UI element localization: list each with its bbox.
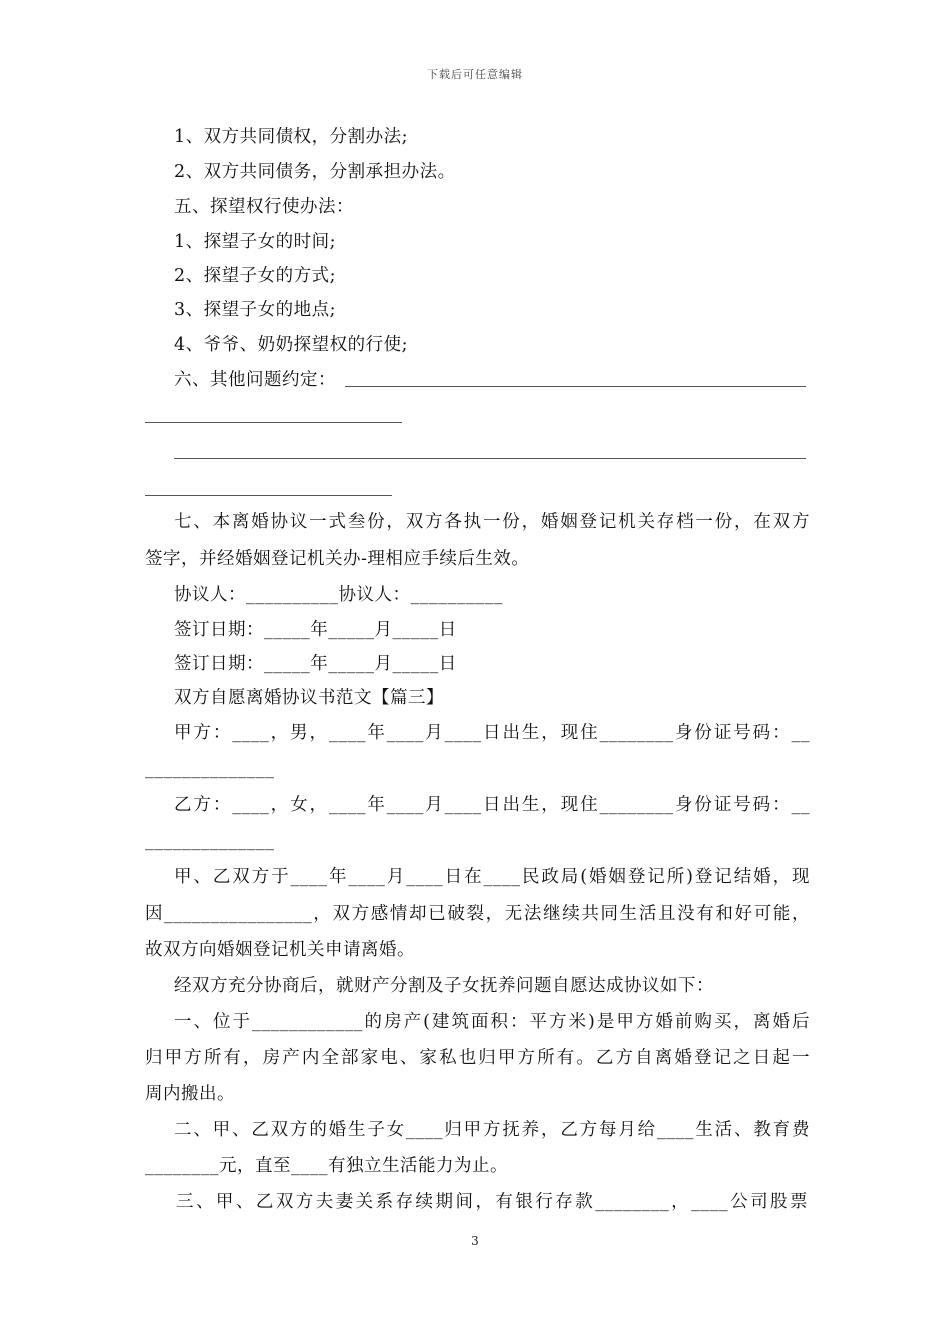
text-line: 一、位于____________的房产(建筑面积：平方米)是甲方婚前购买，离婚后: [174, 1012, 810, 1032]
text-line: ______________: [145, 759, 275, 779]
text-line: 因________________，双方感情却已破裂，无法继续共同生活且没有和好可能，: [145, 904, 810, 924]
text-line: 3、探望子女的地点;: [174, 300, 337, 320]
page-number: 3: [471, 1234, 479, 1248]
text-line: 2、双方共同债务，分割承担办法。: [174, 162, 456, 182]
text-line: 签字，并经婚姻登记机关办-理相应手续后生效。: [145, 549, 530, 569]
text-line: 周内搬出。: [145, 1084, 235, 1104]
page-header: 下载后可任意编辑: [427, 68, 523, 81]
text-line: 签订日期：_____年_____月_____日: [174, 620, 457, 640]
text-line: 协议人：__________协议人：__________: [174, 585, 503, 605]
text-line: 五、探望权行使办法：: [174, 197, 354, 217]
text-line: 1、双方共同债权，分割办法;: [174, 127, 409, 147]
text-line: 三、甲、乙双方夫妻关系存续期间，有银行存款________，____公司股票: [176, 1192, 808, 1212]
text-line: ________元，直至____有独立生活能力为止。: [145, 1156, 508, 1176]
text-line: 二、甲、乙双方的婚生子女____归甲方抚养，乙方每月给____生活、教育费: [174, 1120, 810, 1140]
text-line: 六、其他问题约定：: [174, 370, 336, 390]
text-line: ______________: [145, 831, 275, 851]
fill-in-line: [345, 386, 806, 387]
text-line: 乙方：____，女，____年____月____日出生，现住________身份证号码：__: [174, 795, 810, 815]
text-line: 归甲方所有，房产内全部家电、家私也归甲方所有。乙方自离婚登记之日起一: [145, 1048, 810, 1068]
section-title: 双方自愿离婚协议书范文【篇三】: [174, 688, 444, 708]
text-line: 七、本离婚协议一式叁份，双方各执一份，婚姻登记机关存档一份，在双方: [174, 512, 810, 532]
text-line: 经双方充分协商后，就财产分割及子女抚养问题自愿达成协议如下：: [174, 976, 714, 996]
text-line: 4、爷爷、奶奶探望权的行使;: [174, 335, 409, 355]
fill-in-line: [145, 422, 402, 423]
fill-in-line: [145, 495, 392, 496]
text-line: 甲方：____，男，____年____月____日出生，现住________身份证号码：__: [174, 723, 810, 743]
text-line: 2、探望子女的方式;: [174, 266, 337, 286]
text-line: 1、探望子女的时间;: [174, 232, 337, 252]
text-line: 甲、乙双方于____年____月____日在____民政局(婚姻登记所)登记结婚，现: [174, 867, 810, 887]
fill-in-line: [174, 458, 806, 459]
text-line: 故双方向婚姻登记机关申请离婚。: [145, 940, 415, 960]
text-line: 签订日期：_____年_____月_____日: [174, 654, 457, 674]
